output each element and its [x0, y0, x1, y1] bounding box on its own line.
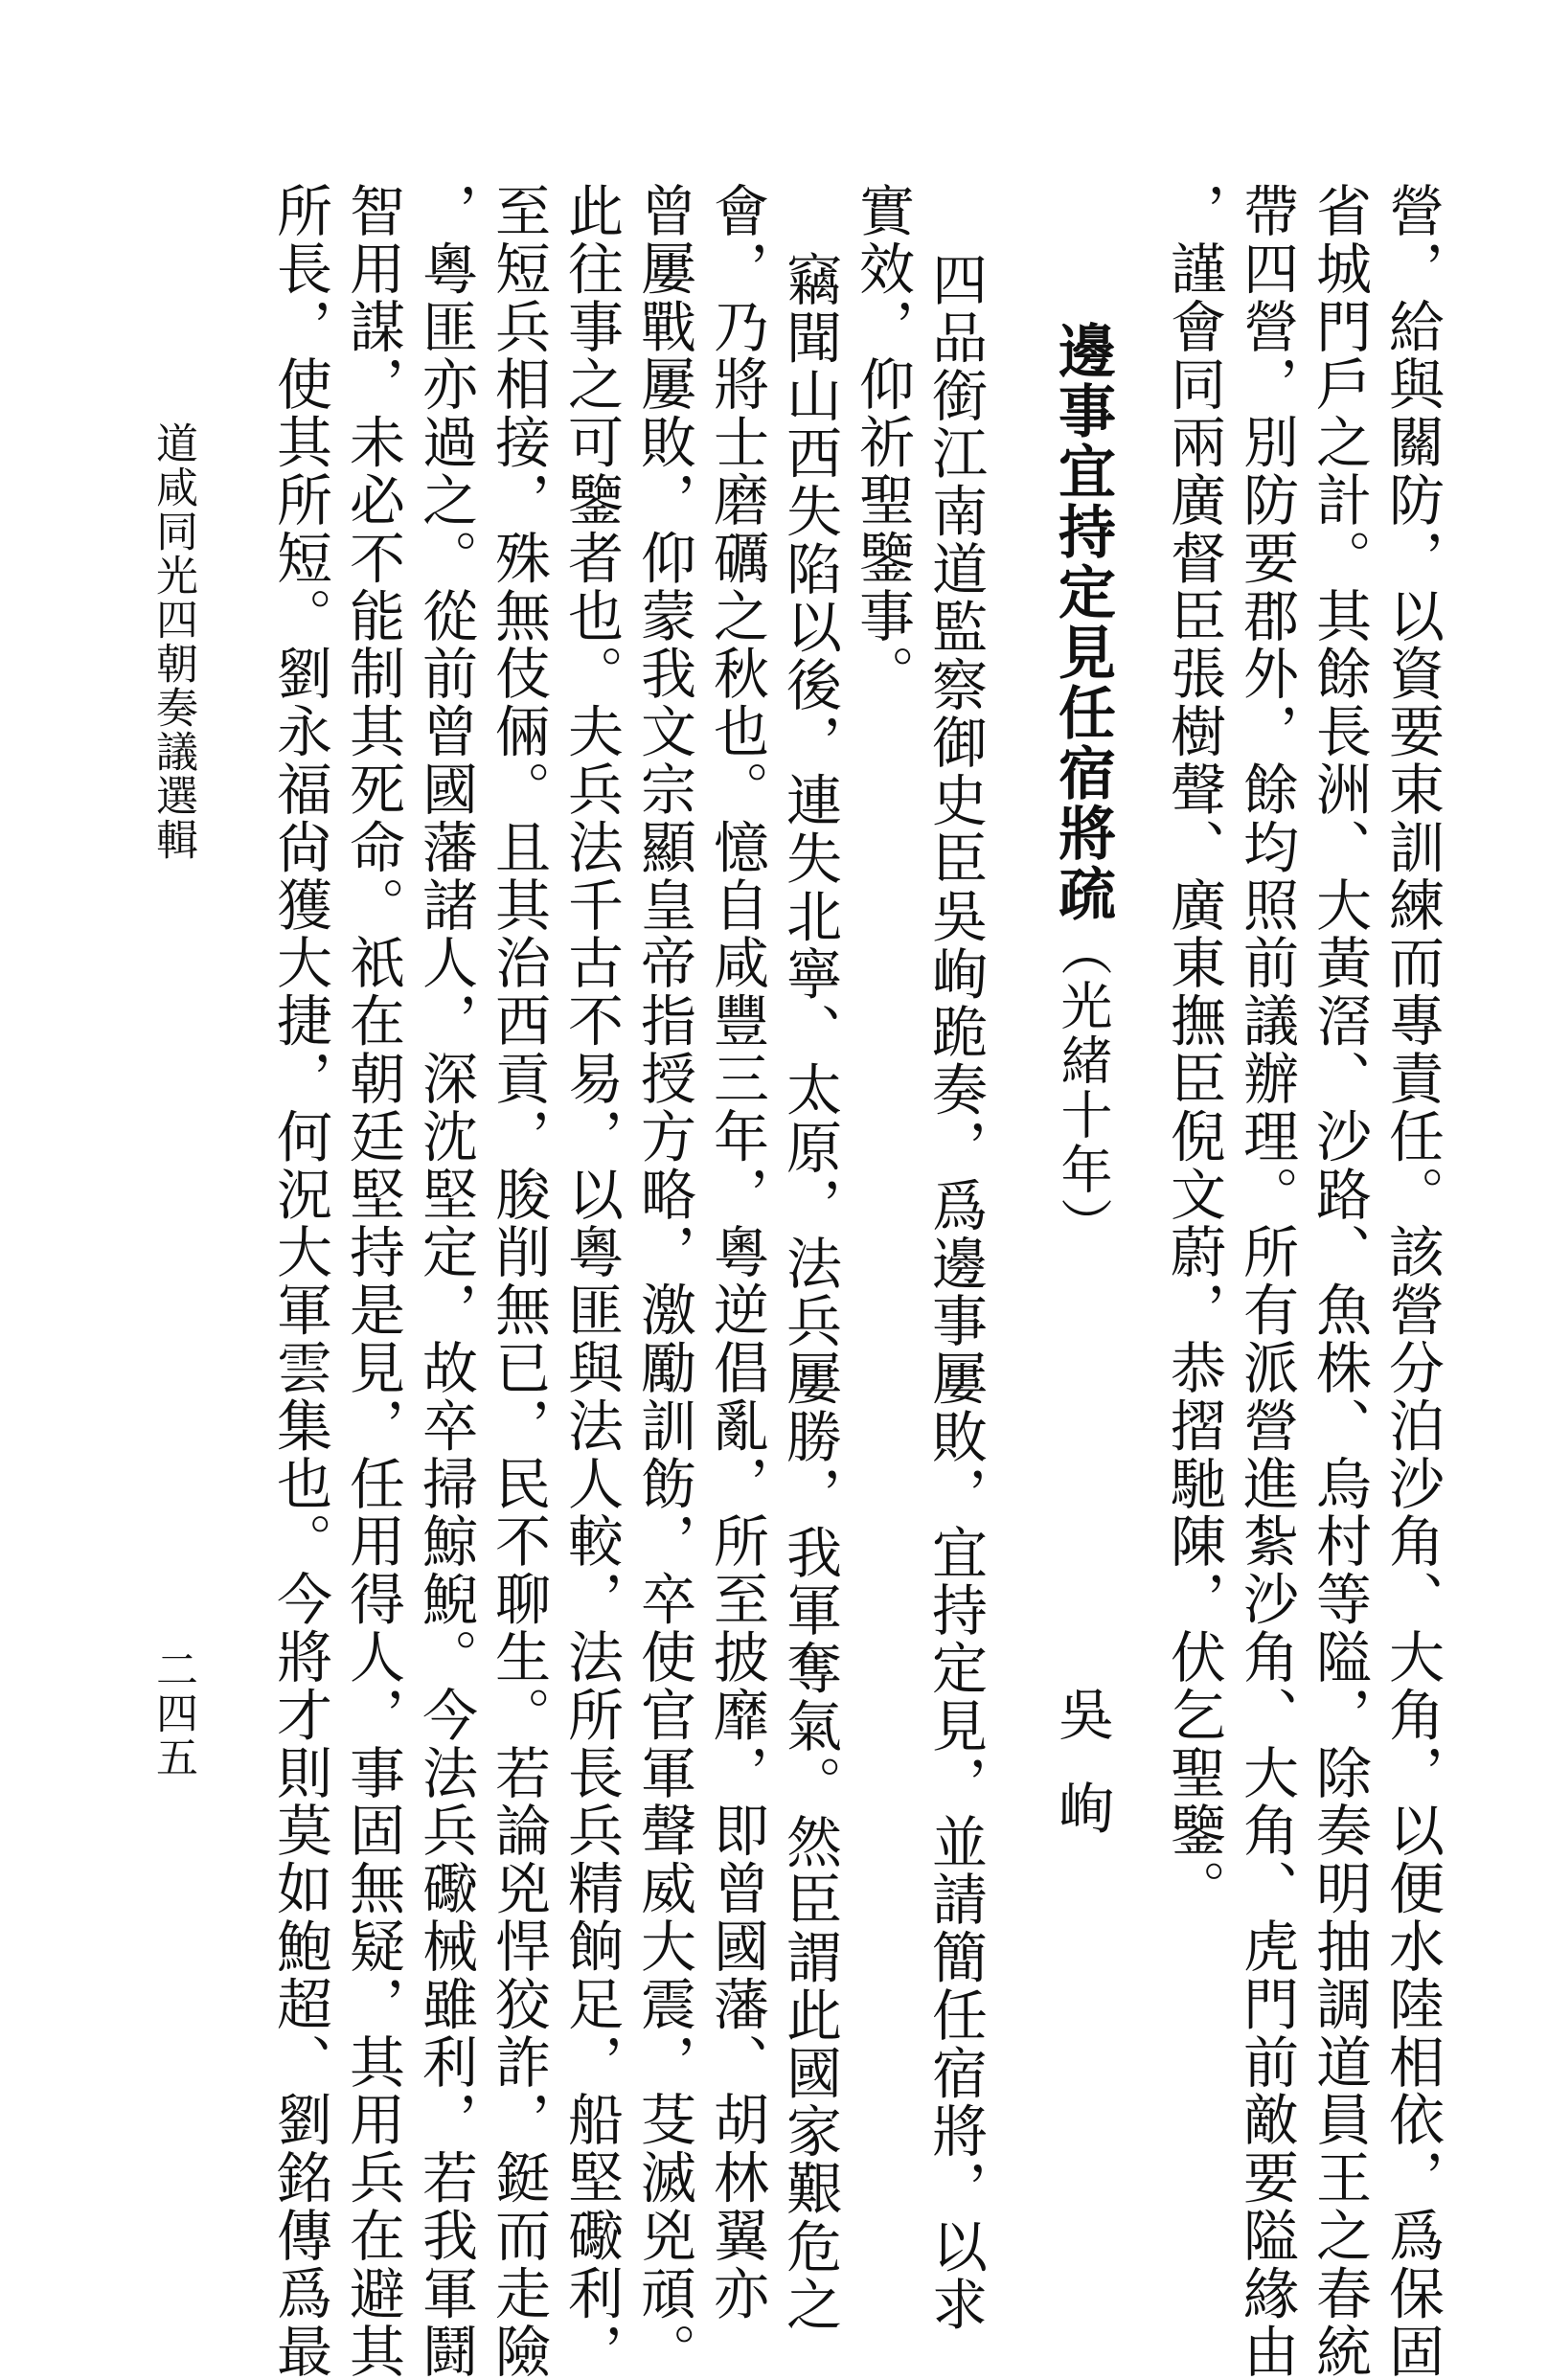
page-number: 二四五: [148, 1647, 197, 1779]
text-column: 此往事之可鑒者也。夫兵法千古不易，以粵匪與法人較，法所長兵精餉足，船堅礮利，: [558, 182, 624, 2380]
text-column: ，謹會同兩廣督臣張樹聲、廣東撫臣倪文蔚，恭摺馳陳，伏乞聖鑒。: [1161, 182, 1226, 1917]
text-column: 智用謀，未必不能制其死命。祇在朝廷堅持是見，任用得人，事固無疑，其用兵在避其: [340, 182, 405, 2380]
text-column: 四品銜江南道監察御史臣吳峋跪奏，爲邊事屢敗，宜持定見，並請簡任宿將，以求: [922, 251, 988, 2334]
memorial-title-column: [1049, 321, 1116, 1252]
memorial-date-note: （光緒十年）: [1053, 924, 1113, 1252]
author-name: 吳峋: [1049, 1686, 1114, 1873]
running-header: 道咸同光四朝奏議選輯: [148, 421, 197, 862]
text-column: 會，乃將士磨礪之秋也。憶自咸豐三年，粵逆倡亂，所至披靡，即曾國藩、胡林翼亦: [704, 182, 769, 2323]
text-column: 所長，使其所短。劉永福尙獲大捷，何況大軍雲集也。今將才則莫如鮑超、劉銘傳爲最: [267, 182, 332, 2380]
memorial-title: 邊事宜持定見任宿將疏: [1049, 321, 1116, 924]
text-column: 省城門戶之計。其餘長洲、大黃滘、沙路、魚株、烏村等隘，除奏明抽調道員王之春統: [1307, 182, 1372, 2380]
text-column: ，粵匪亦過之。從前曾國藩諸人，深沈堅定，故卒掃鯨鯢。今法兵礮械雖利，若我軍鬪: [413, 182, 478, 2380]
text-column: 竊聞山西失陷以後，連失北寧、太原，法兵屢勝，我軍奪氣。然臣謂此國家艱危之: [777, 251, 842, 2334]
text-column: 營，給與關防，以資要束訓練而專責任。該營分泊沙角、大角，以便水陸相依，爲保固: [1379, 182, 1445, 2380]
text-column: 至短兵相接，殊無伎倆。且其治西貢，朘削無已，民不聊生。若論兇悍狡詐，鋌而走險: [486, 182, 551, 2380]
text-column: 帶四營，別防要郡外，餘均照前議辦理。所有派營進紮沙角、大角、虎門前敵要隘緣由: [1234, 182, 1299, 2380]
text-column: 實效，仰祈聖鑒事。: [850, 182, 915, 703]
text-column: 曾屢戰屢敗，仰蒙我文宗顯皇帝指授方略，激勵訓飭，卒使官軍聲威大震，芟滅兇頑。: [631, 182, 696, 2380]
